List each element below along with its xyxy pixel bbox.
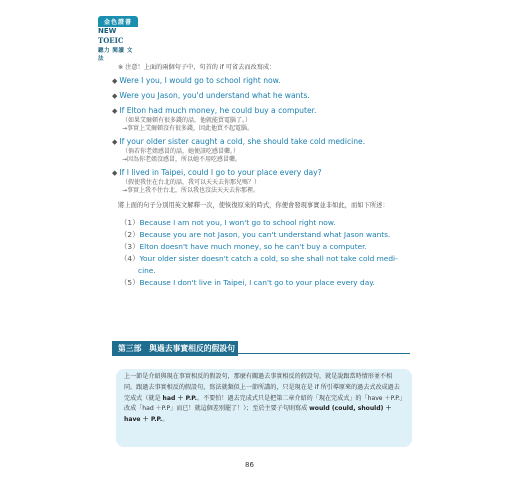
section-divider — [238, 353, 410, 354]
example-translation: （如果艾爾頓有很多錢的話，他就能買電腦了。） — [122, 117, 252, 124]
example-explanation: →事實上我不住台北，所以我也沒法天天去你那裡。 — [122, 187, 260, 194]
section-heading: 第三部 與過去事實相反的假設句 — [112, 341, 238, 356]
info-text-part: 。 — [162, 416, 169, 424]
example-item — [112, 105, 420, 133]
info-box-text — [124, 372, 404, 426]
logo-subtitle: 聽力 閱讀 文法 — [98, 48, 133, 62]
list-number: （3） — [120, 241, 140, 251]
list-item — [120, 217, 420, 229]
diamond-bullet-icon: ◆ — [112, 92, 118, 100]
example-explanation: →因為你老姐沒感冒，所以她不用吃感冒藥。 — [122, 156, 242, 163]
example-item — [112, 167, 420, 195]
example-translation: （假使我住在台北的話，我可以天天去你那兒嗎？） — [122, 179, 261, 186]
example-item — [112, 75, 420, 87]
diamond-bullet-icon: ◆ — [112, 77, 118, 85]
info-formula: would (could, should) ＋ have ＋ P.P. — [124, 405, 392, 424]
list-text: Because I don't live in Taipei, I can't go to your place every day. — [139, 277, 375, 287]
list-item — [120, 277, 420, 289]
list-number: （4） — [120, 253, 140, 263]
page-number: 86 — [245, 461, 254, 469]
logo-toeic: TOEIC — [98, 36, 124, 45]
diamond-bullet-icon: ◆ — [112, 138, 118, 146]
info-text-part: 。不要怕！過去完成式只是把第二章介紹的「現在完成式」的「have ＋P.P.」改成「had ＋P.P」而已！就這個差別罷了！）；至於主要子句則寫成 — [124, 394, 403, 413]
example-item — [112, 136, 420, 164]
explanation-paragraph: 將上面的句子分別用英文解釋一次，使恢復原來的時式，你便會發現事實並非如此，而如下所述： — [118, 202, 389, 209]
list-number: （1） — [120, 217, 140, 227]
info-box — [116, 369, 412, 447]
logo-title — [98, 27, 138, 46]
info-text-part: 上一節是介紹與現在事實相反的假設句，那麼有關過去事實相反的假設句，就是說跟當時情形並不相同。跟過去事實相反的假設句，寫法就類似上一節所講的，只是現在是 if 所引導原來的過去式改成過去完成式（就是 — [124, 373, 400, 402]
list-number: （2） — [120, 229, 140, 239]
logo-top-label: 金色證書 — [98, 16, 138, 27]
example-english: Were you Jason, you'd understand what he wants. — [119, 91, 310, 100]
list-item — [120, 241, 420, 253]
example-english: If your older sister caught a cold, she should take cold medicine. — [119, 137, 366, 146]
example-english: If Elton had much money, he could buy a computer. — [119, 106, 317, 115]
list-text: Your older sister doesn't catch a cold, so she shall not take cold medi- — [139, 253, 398, 263]
list-text: Elton doesn't have much money, so he can't buy a computer. — [139, 241, 367, 251]
list-text: Because you are not Jason, you can't understand what Jason wants. — [139, 229, 391, 239]
list-item — [120, 229, 420, 241]
example-item — [112, 90, 420, 102]
note-text: ※ 注意！上面的兩個句子中，句首的 if 可省去而改寫成： — [118, 64, 276, 71]
example-translation: （倘若你老姐感冒的話，她便該吃感冒藥。） — [122, 148, 240, 155]
diamond-bullet-icon: ◆ — [112, 169, 118, 177]
info-formula: had ＋ P.P. — [162, 394, 197, 402]
logo-new: NEW — [98, 27, 117, 35]
diamond-bullet-icon: ◆ — [112, 107, 118, 115]
list-text: Because I am not you, I won't go to school right now. — [139, 217, 336, 227]
main-content — [112, 62, 420, 289]
example-english: Were I you, I would go to school right now. — [119, 76, 281, 85]
example-explanation: →事實上艾爾頓沒有很多錢，因此他買不起電腦。 — [122, 125, 254, 132]
example-english: If I lived in Taipei, could I go to your place every day? — [119, 168, 322, 177]
list-continuation: cine. — [138, 265, 156, 275]
book-logo — [98, 16, 138, 62]
list-item — [120, 253, 420, 265]
list-number: （5） — [120, 277, 140, 287]
